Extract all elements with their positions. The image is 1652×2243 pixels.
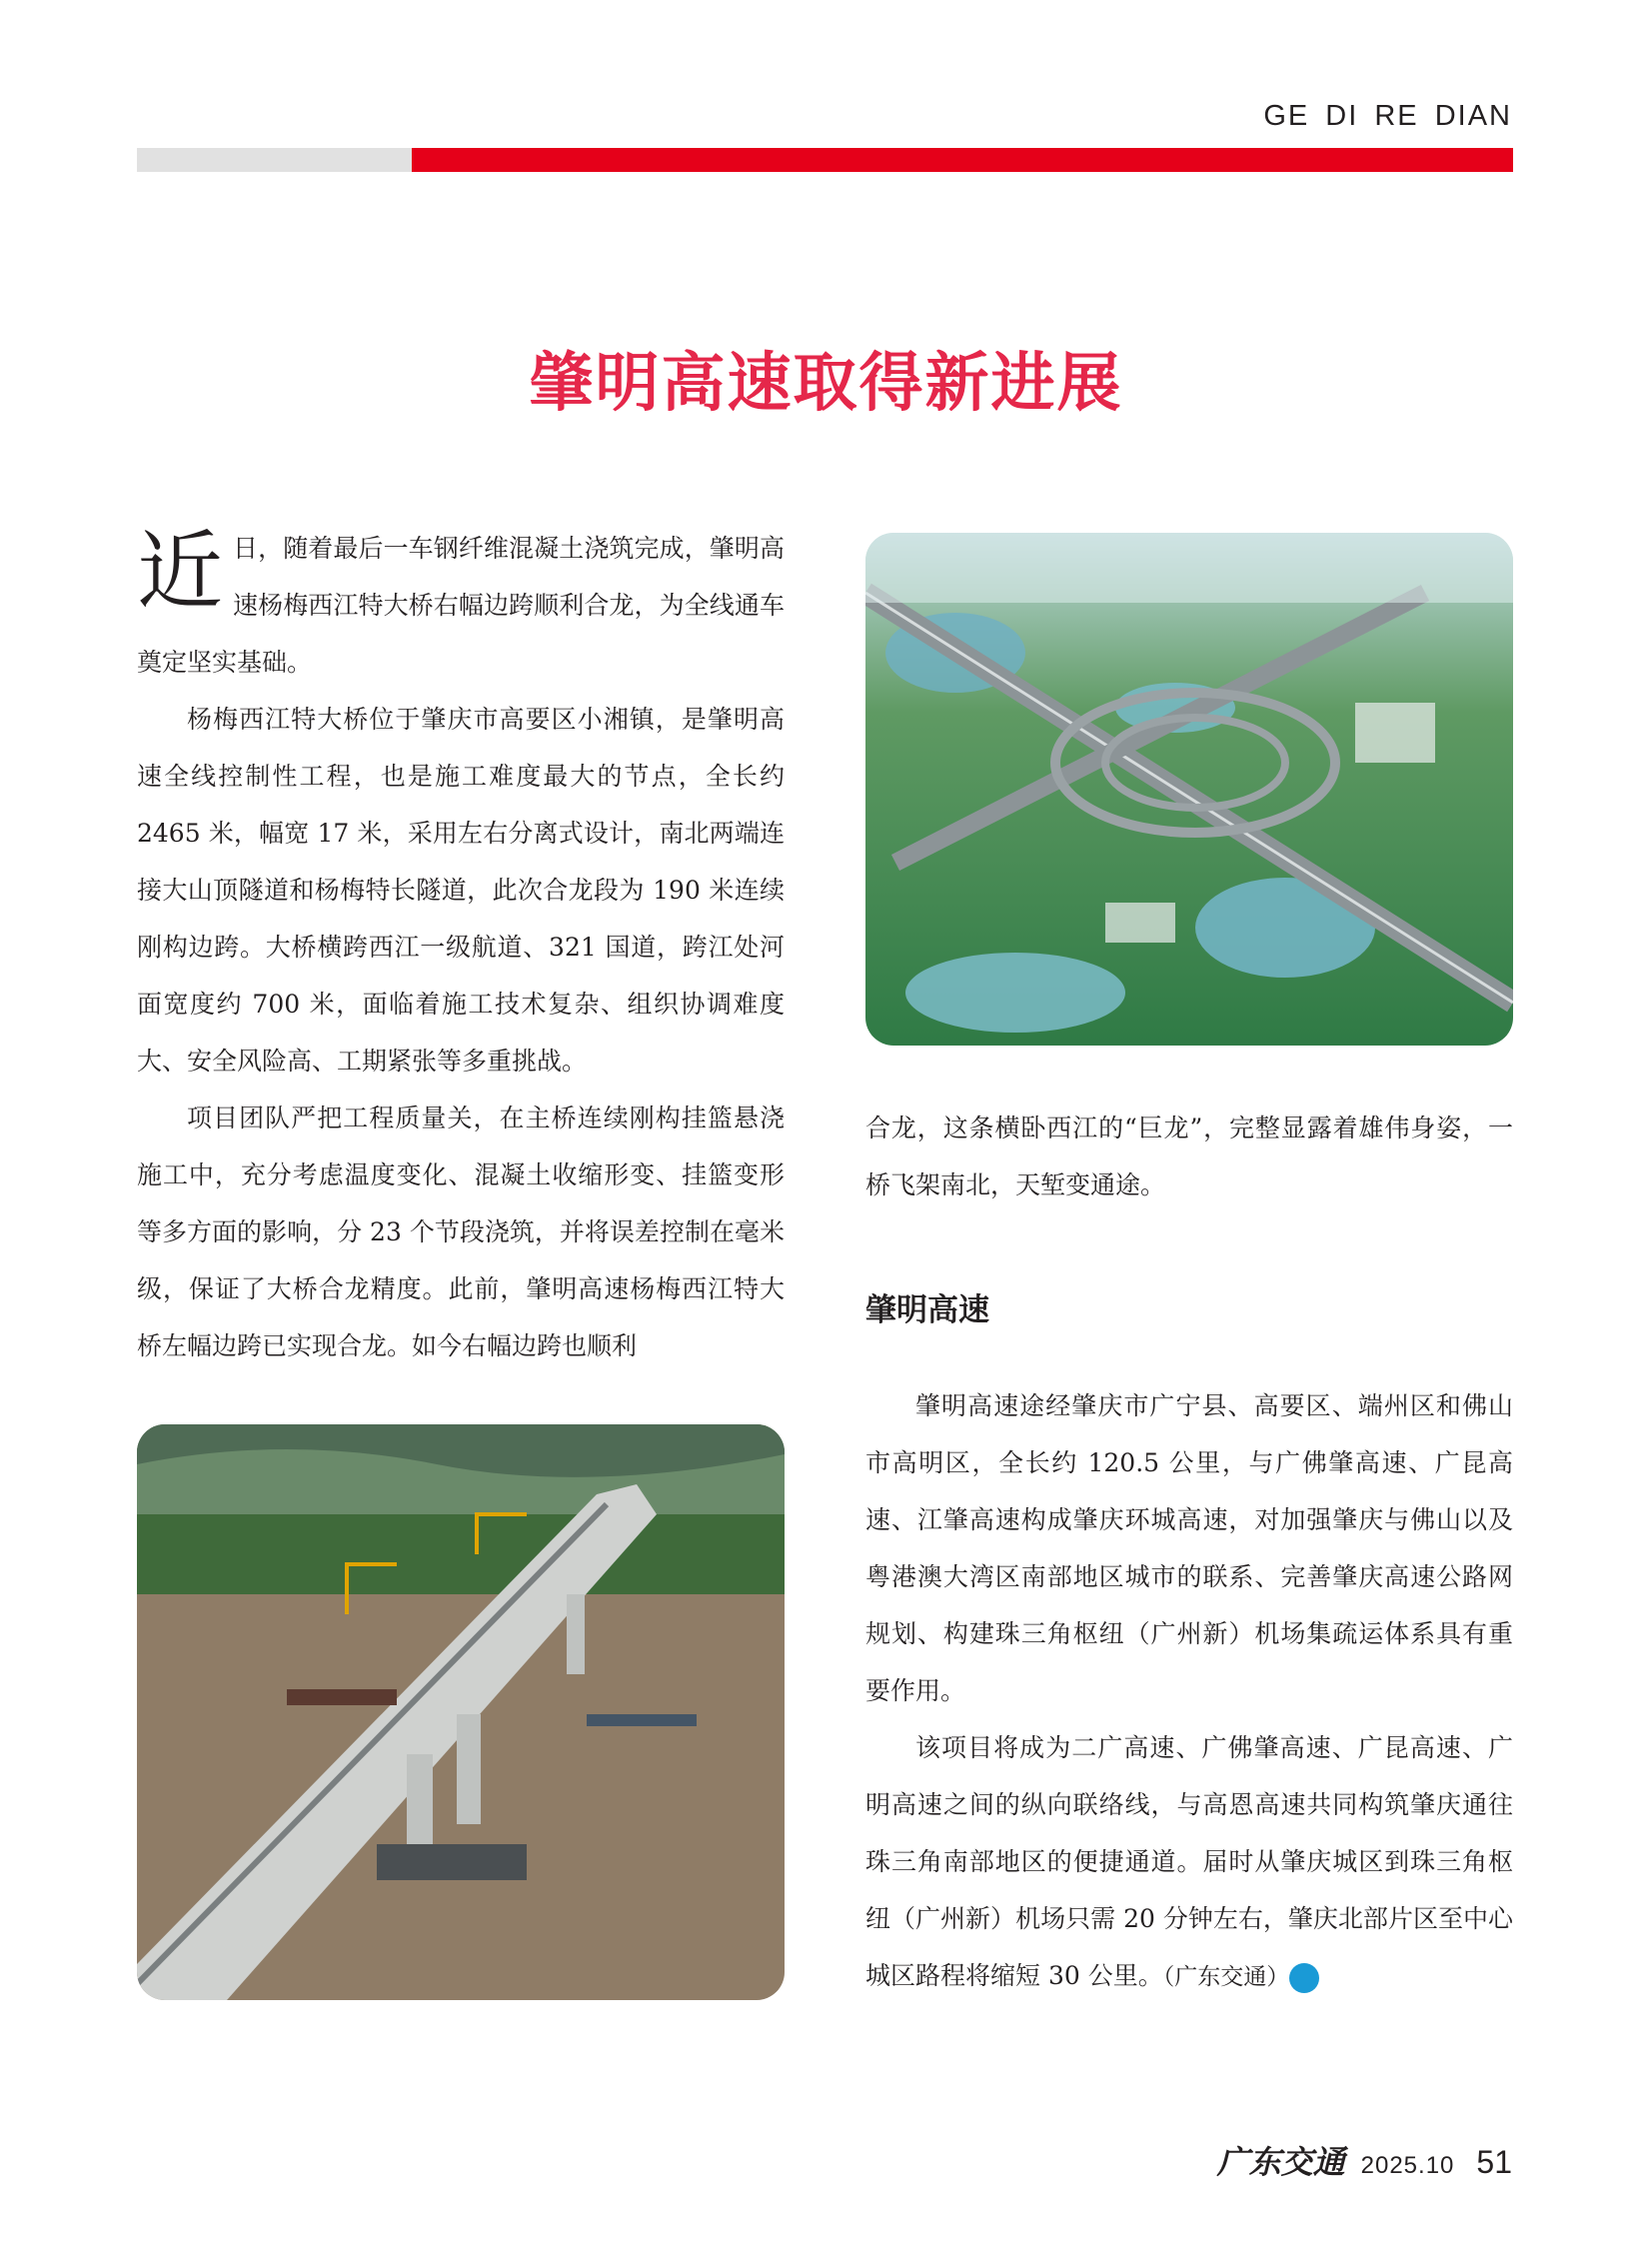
- bridge-construction-photo: [137, 1424, 785, 2000]
- section-subheading: 肇明高速: [865, 1292, 989, 1328]
- section-tag: GE DI RE DIAN: [1263, 100, 1512, 132]
- continuation-paragraph: 合龙，这条横卧西江的“巨龙”，完整显露着雄伟身姿，一桥飞架南北，天堑变通途。: [865, 1114, 1513, 1199]
- header-rule-grey: [137, 148, 412, 172]
- right-column-continuation: [865, 1100, 1513, 1213]
- interchange-rendering-photo: [865, 533, 1513, 1046]
- right-column: [865, 1377, 1513, 2006]
- body-paragraph: 项目团队严把工程质量关，在主桥连续刚构挂篮悬浇施工中，充分考虑温度变化、混凝土收缩形变、挂篮变形等多方面的影响，分 23 个节段浇筑，并将误差控制在毫米级，保证了大桥合龙精度。此前，肇明高速杨梅西江特大桥左幅边跨已实现合龙。如今右幅边跨也顺利: [137, 1104, 785, 1360]
- page-footer: [1217, 2137, 1512, 2183]
- lead-text: 日，随着最后一车钢纤维混凝土浇筑完成，肇明高速杨梅西江特大桥右幅边跨顺利合龙，为全线通车奠定坚实基础。: [137, 534, 785, 677]
- body-paragraph: 肇明高速途经肇庆市广宁县、高要区、端州区和佛山市高明区，全长约 120.5 公里，与广佛肇高速、广昆高速、江肇高速构成肇庆环城高速，对加强肇庆与佛山以及粤港澳大湾区南部地区城市的联系、完善肇庆高速公路网规划、构建珠三角枢纽（广州新）机场集疏运体系具有重要作用。: [865, 1391, 1513, 1705]
- lead-paragraph: [137, 520, 785, 691]
- page-number: 51: [1476, 2144, 1512, 2180]
- issue-date: 2025.10: [1360, 2152, 1455, 2179]
- header-rule-red: [412, 148, 1513, 172]
- article-title: 肇明高速取得新进展: [529, 347, 1123, 421]
- body-text: 该项目将成为二广高速、广佛肇高速、广昆高速、广明高速之间的纵向联络线，与高恩高速共同构筑肇庆通往珠三角南部地区的便捷通道。届时从肇庆城区到珠三角枢纽（广州新）机场只需 20 分钟左右，肇庆北部片区至中心城区路程将缩短 30 公里。: [865, 1733, 1513, 1990]
- magazine-name: 广东交通: [1216, 2143, 1345, 2181]
- left-column: [137, 520, 785, 1374]
- cta-logo-icon: CTA: [1289, 1963, 1319, 1993]
- body-paragraph: 杨梅西江特大桥位于肇庆市高要区小湘镇，是肇明高速全线控制性工程，也是施工难度最大的节点，全长约 2465 米，幅宽 17 米，采用左右分离式设计，南北两端连接大山顶隧道和杨梅特长隧道，此次合龙段为 190 米连续刚构边跨。大桥横跨西江一级航道、321 国道，跨江处河面宽度约 700 米，面临着施工技术复杂、组织协调难度大、安全风险高、工期紧张等多重挑战。: [137, 705, 785, 1076]
- source-credit: （广东交通）: [1162, 1964, 1290, 1990]
- body-paragraph-last: [865, 1719, 1513, 2006]
- dropcap: 近: [137, 522, 223, 622]
